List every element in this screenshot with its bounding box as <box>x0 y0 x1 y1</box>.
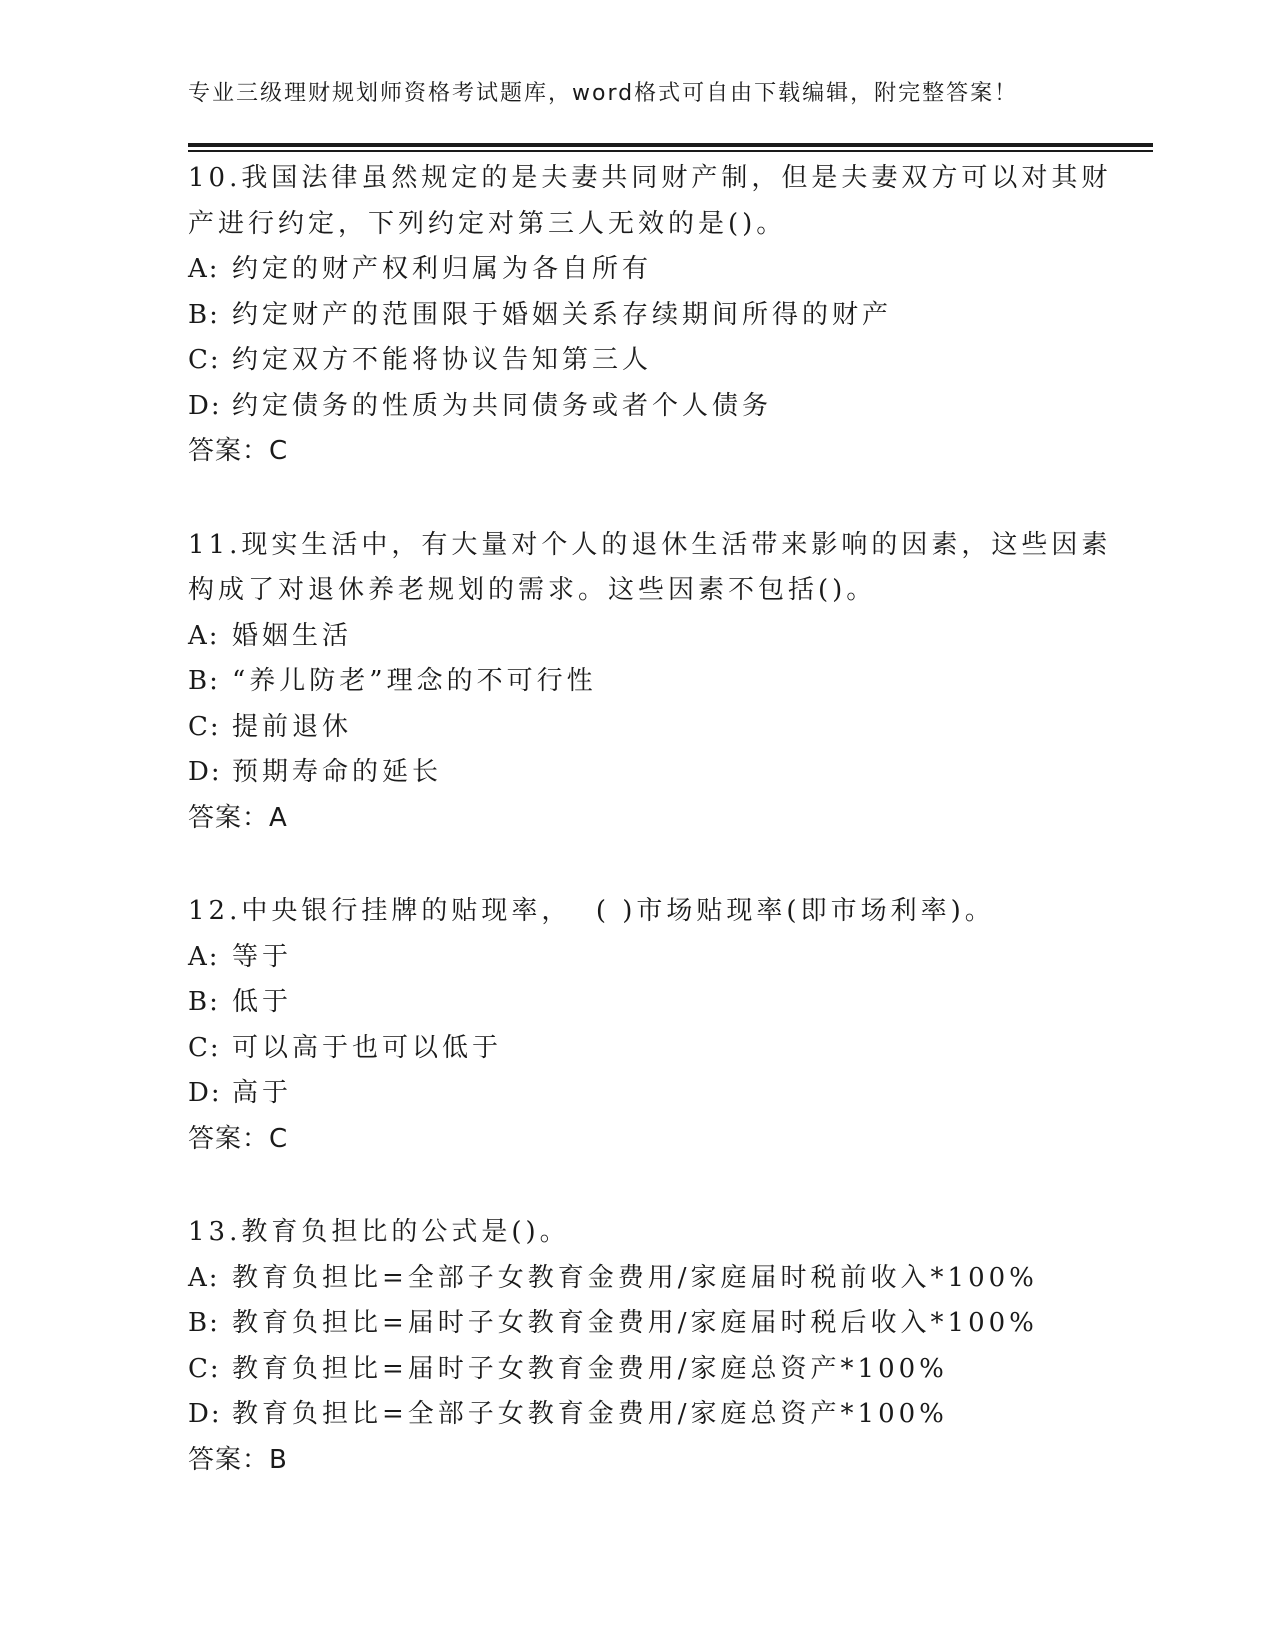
option-key: D: <box>188 390 222 421</box>
option-text: 教育负担比=届时子女教育金费用/家庭届时税后收入*100% <box>232 1308 1038 1338</box>
option-a <box>188 1256 1148 1302</box>
option-text: 教育负担比=全部子女教育金费用/家庭总资产*100% <box>232 1399 948 1429</box>
option-text: “养儿防老”理念的不可行性 <box>232 666 597 696</box>
option-d <box>188 1071 1148 1117</box>
question-stem-line: 11.现实生活中，有大量对个人的退休生活带来影响的因素，这些因素 <box>188 529 1112 560</box>
option-a <box>188 935 1148 981</box>
option-text: 约定财产的范围限于婚姻关系存续期间所得的财产 <box>232 299 893 330</box>
option-text: 提前退休 <box>232 711 353 742</box>
header-rule-thin <box>188 150 1153 152</box>
option-key: C: <box>188 1032 221 1063</box>
question-10 <box>188 156 1148 475</box>
question-stem-line: 13.教育负担比的公式是()。 <box>188 1217 570 1247</box>
option-key: A: <box>188 620 220 651</box>
question-stem-line: 构成了对退休养老规划的需求。这些因素不包括()。 <box>188 575 877 605</box>
option-key: A: <box>188 941 220 972</box>
question-12 <box>188 889 1148 1162</box>
option-c <box>188 1347 1148 1393</box>
question-11 <box>188 523 1148 842</box>
option-key: B: <box>188 299 220 330</box>
option-text: 教育负担比=届时子女教育金费用/家庭总资产*100% <box>232 1353 948 1384</box>
option-key: D: <box>188 757 222 787</box>
option-text: 低于 <box>232 987 293 1017</box>
question-stem-line: 12.中央银行挂牌的贴现率， ( )市场贴现率(即市场利率)。 <box>188 896 995 926</box>
option-text: 等于 <box>232 941 293 972</box>
option-c <box>188 1026 1148 1072</box>
option-key: D: <box>188 1399 222 1429</box>
option-key: C: <box>188 711 221 742</box>
option-text: 可以高于也可以低于 <box>232 1032 503 1063</box>
option-text: 高于 <box>232 1078 293 1108</box>
option-c <box>188 338 1148 384</box>
option-b <box>188 659 1148 705</box>
answer-line: 答案：C <box>188 436 289 466</box>
question-stem-line: 产进行约定，下列约定对第三人无效的是()。 <box>188 208 787 239</box>
option-key: A: <box>188 1262 220 1293</box>
option-c <box>188 705 1148 751</box>
option-key: C: <box>188 345 221 375</box>
option-key: B: <box>188 666 220 696</box>
option-key: B: <box>188 1308 220 1338</box>
question-list <box>188 156 1148 1531</box>
option-key: A: <box>188 254 220 284</box>
option-text: 约定的财产权利归属为各自所有 <box>232 254 653 284</box>
answer-line: 答案：B <box>188 1444 288 1475</box>
option-key: C: <box>188 1353 221 1384</box>
question-13 <box>188 1210 1148 1483</box>
option-a <box>188 614 1148 660</box>
option-b <box>188 293 1148 339</box>
option-key: B: <box>188 987 220 1017</box>
option-d <box>188 384 1148 430</box>
option-text: 约定双方不能将协议告知第三人 <box>232 345 653 375</box>
answer-line: 答案：C <box>188 1123 289 1154</box>
option-b <box>188 1301 1148 1347</box>
option-a <box>188 247 1148 293</box>
answer-line: 答案：A <box>188 802 288 833</box>
option-text: 预期寿命的延长 <box>232 757 443 787</box>
question-stem-line: 10.我国法律虽然规定的是夫妻共同财产制，但是夫妻双方可以对其财 <box>188 163 1112 193</box>
option-b <box>188 980 1148 1026</box>
option-key: D: <box>188 1078 222 1108</box>
option-d <box>188 750 1148 796</box>
page-header: 专业三级理财规划师资格考试题库，word格式可自由下载编辑，附完整答案！ <box>188 81 1019 106</box>
option-d <box>188 1392 1148 1438</box>
option-text: 婚姻生活 <box>232 620 353 651</box>
option-text: 约定债务的性质为共同债务或者个人债务 <box>232 390 773 421</box>
header-rule-thick <box>188 143 1153 147</box>
option-text: 教育负担比=全部子女教育金费用/家庭届时税前收入*100% <box>232 1262 1038 1293</box>
